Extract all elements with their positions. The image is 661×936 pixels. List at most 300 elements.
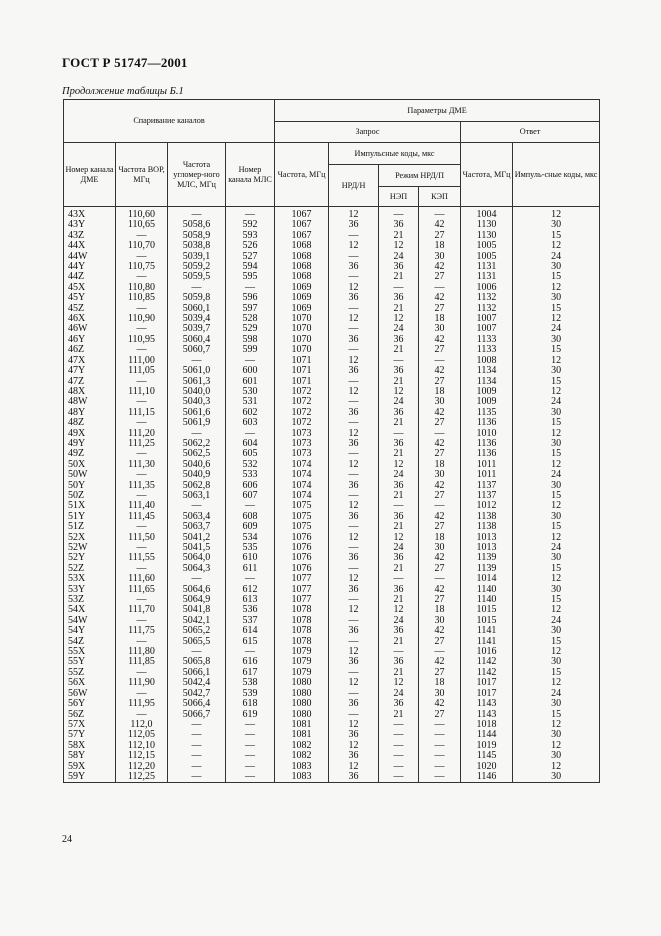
table-cell: 36 [329, 699, 379, 709]
table-row [64, 720, 600, 730]
table-cell: 48Y [64, 408, 116, 418]
table-cell: 1080 [275, 678, 329, 688]
col-response-pulse-codes: Импуль-сные коды, мкс [513, 143, 600, 207]
table-cell: 36 [379, 366, 419, 376]
col-kep: КЭП [419, 187, 461, 207]
table-cell: 52X [64, 533, 116, 543]
table-cell: 5064,6 [168, 585, 226, 595]
table-cell: — [226, 647, 275, 657]
table-cell: 36 [379, 262, 419, 272]
table-row [64, 710, 600, 720]
table-cell: 30 [513, 657, 600, 667]
table-cell: 36 [379, 657, 419, 667]
table-cell: 15 [513, 377, 600, 387]
table-cell: 12 [513, 387, 600, 397]
table-cell: 5059,5 [168, 272, 226, 282]
table-cell: 1072 [275, 418, 329, 428]
table-cell: 5042,1 [168, 616, 226, 626]
table-cell: 616 [226, 657, 275, 667]
table-cell: 12 [329, 574, 379, 584]
table-row [64, 324, 600, 334]
table-cell: 44W [64, 252, 116, 262]
table-cell: 5063,4 [168, 512, 226, 522]
table-cell: 30 [513, 220, 600, 230]
table-cell: 48Z [64, 418, 116, 428]
table-cell: 42 [419, 366, 461, 376]
table-cell: 36 [379, 699, 419, 709]
table-cell: 1133 [461, 335, 513, 345]
table-cell: 42 [419, 293, 461, 303]
table-caption: Продолжение таблицы Б.1 [62, 86, 184, 97]
table-cell: 43X [64, 207, 116, 221]
table-cell: — [329, 564, 379, 574]
table-cell: 1078 [275, 637, 329, 647]
table-cell: 30 [513, 293, 600, 303]
table-cell: 21 [379, 522, 419, 532]
table-cell: — [419, 283, 461, 293]
table-row [64, 377, 600, 387]
table-cell: 12 [379, 605, 419, 615]
table-cell: — [379, 772, 419, 783]
table-cell: 57Y [64, 730, 116, 740]
table-row [64, 626, 600, 636]
table-cell: — [379, 730, 419, 740]
table-cell: — [168, 429, 226, 439]
table-cell: 12 [329, 678, 379, 688]
table-cell: 111,30 [116, 460, 168, 470]
table-cell: 56W [64, 689, 116, 699]
table-cell: 1067 [275, 207, 329, 221]
table-cell: — [168, 356, 226, 366]
table-cell: 110,90 [116, 314, 168, 324]
table-row [64, 741, 600, 751]
table-cell: — [168, 720, 226, 730]
table-cell: 18 [419, 678, 461, 688]
table-cell: 1073 [275, 449, 329, 459]
table-cell: 18 [419, 387, 461, 397]
table-cell: 528 [226, 314, 275, 324]
table-cell: 1142 [461, 657, 513, 667]
table-cell: 15 [513, 272, 600, 282]
table-cell: 12 [329, 207, 379, 221]
table-cell: 111,60 [116, 574, 168, 584]
table-cell: 36 [329, 366, 379, 376]
table-cell: — [226, 751, 275, 761]
table-cell: 1075 [275, 522, 329, 532]
table-cell: 5065,8 [168, 657, 226, 667]
table-cell: 1080 [275, 710, 329, 720]
table-cell: 111,80 [116, 647, 168, 657]
table-cell: 1075 [275, 501, 329, 511]
table-cell: 111,10 [116, 387, 168, 397]
table-row [64, 481, 600, 491]
table-row [64, 772, 600, 783]
table-cell: 1009 [461, 387, 513, 397]
table-cell: 5065,2 [168, 626, 226, 636]
table-cell: 36 [329, 439, 379, 449]
table-cell: 5040,9 [168, 470, 226, 480]
table-cell: 5042,4 [168, 678, 226, 688]
table-cell: — [329, 449, 379, 459]
table-cell: 1071 [275, 377, 329, 387]
table-cell: 526 [226, 241, 275, 251]
table-cell: 1071 [275, 356, 329, 366]
table-cell: 112,20 [116, 762, 168, 772]
table-cell: 36 [379, 293, 419, 303]
table-cell: 539 [226, 689, 275, 699]
table-cell: 1068 [275, 262, 329, 272]
table-cell: 12 [513, 314, 600, 324]
table-cell: — [116, 668, 168, 678]
table-cell: — [226, 772, 275, 783]
table-cell: — [116, 324, 168, 334]
table-cell: 30 [419, 616, 461, 626]
table-cell: 1072 [275, 408, 329, 418]
table-cell: 12 [379, 314, 419, 324]
table-row [64, 678, 600, 688]
table-cell: 1011 [461, 460, 513, 470]
table-cell: 36 [379, 335, 419, 345]
table-cell: 49X [64, 429, 116, 439]
table-cell: — [116, 522, 168, 532]
table-cell: — [116, 272, 168, 282]
table-cell: 1073 [275, 439, 329, 449]
table-cell: 36 [329, 626, 379, 636]
table-cell: — [329, 616, 379, 626]
table-cell: 593 [226, 231, 275, 241]
table-cell: 59X [64, 762, 116, 772]
table-cell: 54W [64, 616, 116, 626]
table-cell: 1082 [275, 741, 329, 751]
table-cell: 36 [379, 439, 419, 449]
table-row [64, 595, 600, 605]
table-cell: 1076 [275, 533, 329, 543]
table-cell: 111,65 [116, 585, 168, 595]
table-row [64, 220, 600, 230]
table-cell: 111,00 [116, 356, 168, 366]
table-cell: — [329, 543, 379, 553]
table-cell: 602 [226, 408, 275, 418]
table-cell: 21 [379, 345, 419, 355]
table-cell: 24 [513, 470, 600, 480]
table-cell: 12 [379, 533, 419, 543]
table-cell: 24 [513, 397, 600, 407]
table-cell: 111,55 [116, 553, 168, 563]
table-cell: 30 [419, 543, 461, 553]
table-cell: 12 [513, 533, 600, 543]
table-row [64, 439, 600, 449]
table-cell: — [168, 730, 226, 740]
table-cell: 110,75 [116, 262, 168, 272]
table-row [64, 730, 600, 740]
table-cell: 27 [419, 231, 461, 241]
table-cell: 1082 [275, 751, 329, 761]
table-cell: 5060,7 [168, 345, 226, 355]
table-cell: — [329, 231, 379, 241]
table-cell: 12 [329, 647, 379, 657]
table-cell: 30 [513, 751, 600, 761]
table-cell: 1134 [461, 366, 513, 376]
table-cell: 12 [513, 283, 600, 293]
table-cell: 42 [419, 585, 461, 595]
table-cell: 611 [226, 564, 275, 574]
table-cell: 51Z [64, 522, 116, 532]
table-row [64, 553, 600, 563]
table-cell: 30 [419, 689, 461, 699]
table-cell: 533 [226, 470, 275, 480]
table-cell: 1133 [461, 345, 513, 355]
table-row [64, 689, 600, 699]
table-cell: 1143 [461, 699, 513, 709]
table-cell: 36 [329, 751, 379, 761]
table-row [64, 304, 600, 314]
table-cell: — [379, 501, 419, 511]
table-cell: 12 [329, 741, 379, 751]
table-cell: 1068 [275, 272, 329, 282]
table-cell: 111,05 [116, 366, 168, 376]
table-row [64, 387, 600, 397]
table-row [64, 314, 600, 324]
table-cell: 52Y [64, 553, 116, 563]
table-cell: — [168, 741, 226, 751]
table-cell: — [329, 324, 379, 334]
table-cell: — [226, 283, 275, 293]
table-cell: 111,45 [116, 512, 168, 522]
table-cell: 1007 [461, 324, 513, 334]
table-cell: 1014 [461, 574, 513, 584]
table-cell: 1146 [461, 772, 513, 783]
table-cell: 12 [329, 501, 379, 511]
table-cell: — [329, 304, 379, 314]
table-cell: 36 [379, 585, 419, 595]
table-cell: 36 [379, 512, 419, 522]
table-cell: 110,70 [116, 241, 168, 251]
table-cell: 609 [226, 522, 275, 532]
table-cell: 5042,7 [168, 689, 226, 699]
table-cell: 21 [379, 710, 419, 720]
table-cell: 110,60 [116, 207, 168, 221]
table-cell: 15 [513, 231, 600, 241]
table-cell: 5062,8 [168, 481, 226, 491]
table-cell: 18 [419, 533, 461, 543]
table-cell: 27 [419, 595, 461, 605]
table-cell: 12 [513, 678, 600, 688]
table-cell: 12 [329, 605, 379, 615]
table-cell: 27 [419, 637, 461, 647]
table-cell: 12 [379, 460, 419, 470]
table-cell: 595 [226, 272, 275, 282]
table-cell: 57X [64, 720, 116, 730]
table-cell: 1075 [275, 512, 329, 522]
table-cell: 21 [379, 564, 419, 574]
table-cell: 24 [379, 689, 419, 699]
table-cell: 1072 [275, 387, 329, 397]
table-cell: 48X [64, 387, 116, 397]
table-cell: 5061,9 [168, 418, 226, 428]
table-cell: 1132 [461, 293, 513, 303]
table-cell: — [226, 730, 275, 740]
table-cell: — [116, 564, 168, 574]
table-cell: 5040,0 [168, 387, 226, 397]
table-cell: 5059,2 [168, 262, 226, 272]
table-row [64, 241, 600, 251]
table-cell: 24 [379, 397, 419, 407]
col-dme-channel: Номер канала ДМЕ [64, 143, 116, 207]
table-cell: 1076 [275, 564, 329, 574]
table-cell: — [379, 741, 419, 751]
table-row [64, 512, 600, 522]
table-cell: 56X [64, 678, 116, 688]
table-cell: 534 [226, 533, 275, 543]
table-cell: — [168, 751, 226, 761]
table-cell: 12 [513, 720, 600, 730]
table-cell: — [329, 252, 379, 262]
table-cell: 1005 [461, 241, 513, 251]
table-cell: 535 [226, 543, 275, 553]
table-row [64, 207, 600, 221]
table-cell: 36 [329, 220, 379, 230]
table-cell: 42 [419, 512, 461, 522]
table-cell: 45X [64, 283, 116, 293]
table-cell: 42 [419, 439, 461, 449]
table-cell: 110,65 [116, 220, 168, 230]
table-cell: 598 [226, 335, 275, 345]
table-cell: 597 [226, 304, 275, 314]
table-cell: 27 [419, 522, 461, 532]
table-cell: 30 [513, 512, 600, 522]
table-cell: 1074 [275, 470, 329, 480]
table-cell: 1070 [275, 324, 329, 334]
table-cell: — [226, 762, 275, 772]
table-cell: — [329, 522, 379, 532]
table-cell: 110,85 [116, 293, 168, 303]
table-cell: — [168, 501, 226, 511]
table-cell: 527 [226, 252, 275, 262]
table-row [64, 283, 600, 293]
table-cell: 5041,8 [168, 605, 226, 615]
table-cell: 1138 [461, 512, 513, 522]
table-row [64, 272, 600, 282]
table-cell: 1077 [275, 574, 329, 584]
table-cell: 1144 [461, 730, 513, 740]
table-cell: 111,50 [116, 533, 168, 543]
table-cell: 532 [226, 460, 275, 470]
table-cell: 12 [513, 574, 600, 584]
table-cell: 12 [513, 207, 600, 221]
table-cell: 1069 [275, 304, 329, 314]
table-cell: 12 [513, 741, 600, 751]
table-cell: 50Z [64, 491, 116, 501]
table-cell: — [226, 741, 275, 751]
table-cell: 49Y [64, 439, 116, 449]
table-cell: — [379, 751, 419, 761]
table-cell: 12 [379, 241, 419, 251]
table-cell: — [379, 647, 419, 657]
table-cell: 1013 [461, 533, 513, 543]
table-cell: 5058,6 [168, 220, 226, 230]
table-cell: 5065,5 [168, 637, 226, 647]
table-cell: 12 [329, 762, 379, 772]
table-cell: 1081 [275, 730, 329, 740]
col-nrd-n: НРД/Н [329, 165, 379, 207]
table-cell: 1141 [461, 637, 513, 647]
table-cell: — [226, 574, 275, 584]
table-row [64, 762, 600, 772]
table-cell: 36 [329, 408, 379, 418]
table-cell: 58X [64, 741, 116, 751]
table-cell: 617 [226, 668, 275, 678]
table-cell: 30 [513, 553, 600, 563]
table-cell: 30 [419, 397, 461, 407]
table-cell: 1083 [275, 762, 329, 772]
table-cell: — [116, 543, 168, 553]
table-cell: 1135 [461, 408, 513, 418]
table-cell: 27 [419, 564, 461, 574]
table-cell: 1074 [275, 481, 329, 491]
table-row [64, 647, 600, 657]
table-cell: 604 [226, 439, 275, 449]
table-cell: — [329, 637, 379, 647]
table-cell: — [419, 574, 461, 584]
table-cell: 24 [379, 470, 419, 480]
table-cell: 1074 [275, 460, 329, 470]
table-cell: — [329, 345, 379, 355]
table-cell: — [116, 637, 168, 647]
table-cell: 529 [226, 324, 275, 334]
table-cell: 1019 [461, 741, 513, 751]
table-cell: — [226, 501, 275, 511]
table-cell: 24 [513, 324, 600, 334]
table-cell: 110,95 [116, 335, 168, 345]
table-row [64, 585, 600, 595]
table-cell: 50Y [64, 481, 116, 491]
table-cell: 21 [379, 231, 419, 241]
table-cell: 1132 [461, 304, 513, 314]
table-cell: 1013 [461, 543, 513, 553]
table-cell: 54X [64, 605, 116, 615]
table-cell: 111,70 [116, 605, 168, 615]
table-cell: 54Y [64, 626, 116, 636]
table-cell: 47X [64, 356, 116, 366]
table-row [64, 345, 600, 355]
table-cell: — [329, 377, 379, 387]
table-row [64, 668, 600, 678]
table-cell: — [168, 283, 226, 293]
table-cell: 12 [513, 460, 600, 470]
table-cell: — [168, 574, 226, 584]
table-cell: 1069 [275, 293, 329, 303]
table-cell: 1137 [461, 491, 513, 501]
table-cell: 52W [64, 543, 116, 553]
table-cell: 111,75 [116, 626, 168, 636]
document-header: ГОСТ Р 51747—2001 [62, 55, 188, 70]
table-cell: 46Y [64, 335, 116, 345]
table-cell: 36 [379, 220, 419, 230]
table-cell: 538 [226, 678, 275, 688]
table-cell: — [419, 741, 461, 751]
table-cell: 615 [226, 637, 275, 647]
table-cell: 36 [329, 335, 379, 345]
table-cell: 30 [513, 408, 600, 418]
table-cell: 1131 [461, 272, 513, 282]
table-cell: 12 [513, 647, 600, 657]
table-row [64, 522, 600, 532]
table-cell: 5060,4 [168, 335, 226, 345]
table-cell: 610 [226, 553, 275, 563]
table-cell: 1078 [275, 626, 329, 636]
table-cell: 536 [226, 605, 275, 615]
table-cell: 18 [419, 241, 461, 251]
